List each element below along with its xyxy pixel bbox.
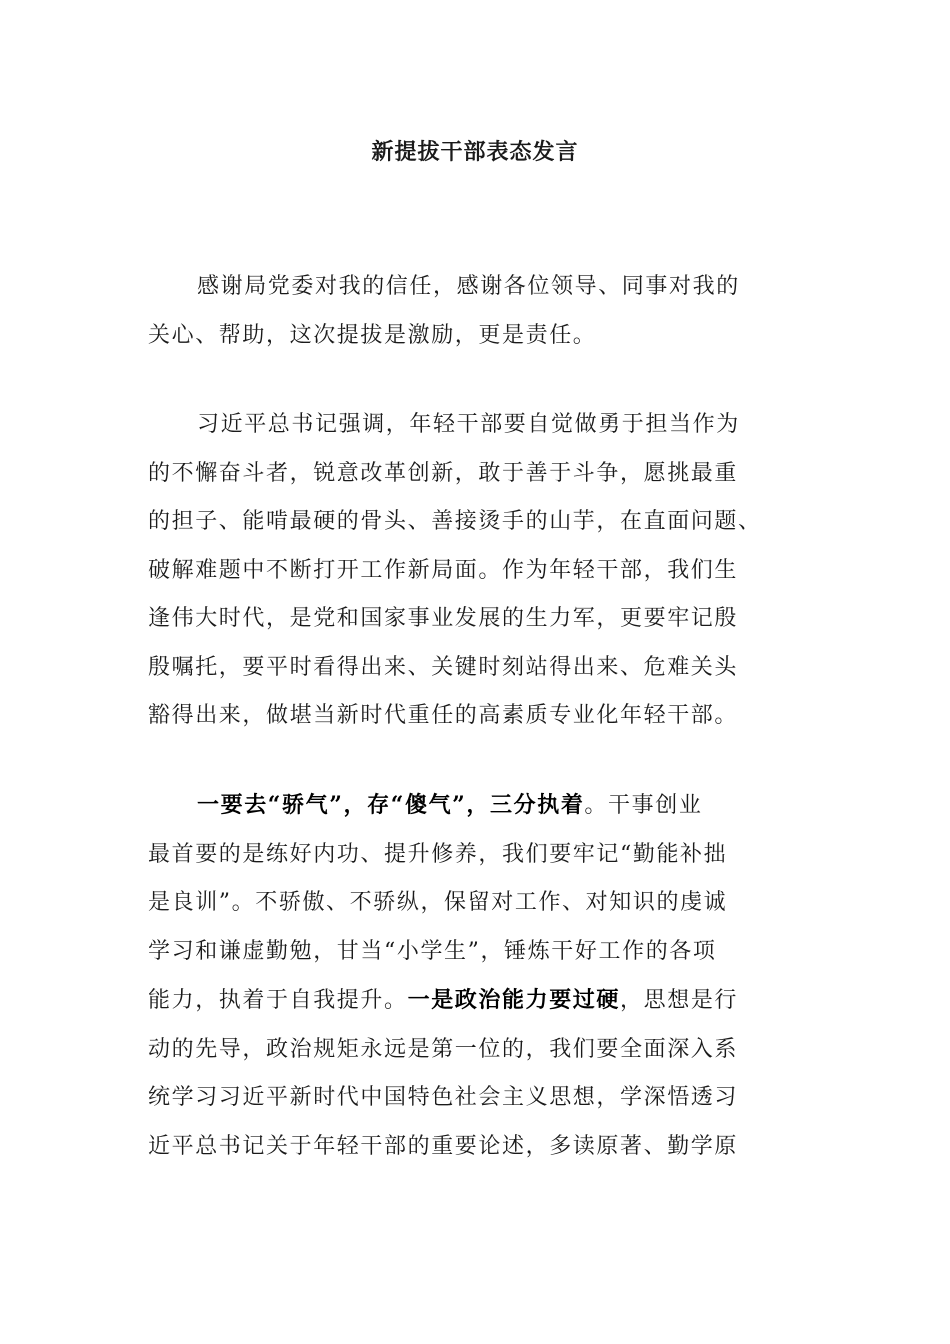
text-line: 的担子、能啃最硬的骨头、善接烫手的山芋，在直面问题、 (148, 509, 762, 534)
document-title: 新提拔干部表态发言 (371, 139, 579, 165)
paragraph-quote (148, 401, 790, 741)
text-line (148, 781, 790, 831)
text-line: 学习和谦虚勤勉，甘当“小学生”，锤炼干好工作的各项 (148, 938, 717, 964)
text-line: 感谢局党委对我的信任，感谢各位领导、同事对我的 (197, 274, 740, 299)
text-run: 。干事创业 (584, 793, 703, 818)
text-line: 近平总书记关于年轻干部的重要论述，多读原著、勤学原 (148, 1133, 739, 1159)
text-line: 关心、帮助，这次提拔是激励，更是责任。 (148, 322, 597, 348)
text-line: 的不懈奋斗者，锐意改革创新，敢于善于斗争，愿挑最重 (148, 460, 739, 486)
bold-heading: 一是政治能力要过硬 (407, 987, 621, 1013)
text-line: 破解难题中不断打开工作新局面。作为年轻干部，我们生 (148, 557, 739, 583)
text-run: 能力，执着于自我提升。 (148, 988, 408, 1013)
paragraph-thanks (148, 263, 790, 360)
text-line: 豁得出来，做堪当新时代重任的高素质专业化年轻干部。 (148, 703, 739, 728)
text-line: 最首要的是练好内功、提升修养，我们要牢记“勤能补拙 (148, 841, 728, 867)
text-line (148, 976, 790, 1026)
text-line: 习近平总书记强调，年轻干部要自觉做勇于担当作为 (197, 412, 740, 437)
bold-heading: 一要去“骄气”，存“傻气”，三分执着 (197, 792, 585, 818)
text-line: 统学习习近平新时代中国特色社会主义思想，学深悟透习 (148, 1085, 739, 1110)
text-run: ，思想是行 (620, 988, 739, 1013)
text-line: 动的先导，政治规矩永远是第一位的，我们要全面深入系 (148, 1036, 739, 1062)
text-line: 是良训”。不骄傲、不骄纵，保留对工作、对知识的虔诚 (148, 890, 728, 915)
text-line: 殷嘱托，要平时看得出来、关键时刻站得出来、危难关头 (148, 654, 739, 680)
paragraph-commitment (148, 781, 790, 1171)
text-line: 逢伟大时代，是党和国家事业发展的生力军，更要牢记殷 (148, 606, 739, 631)
